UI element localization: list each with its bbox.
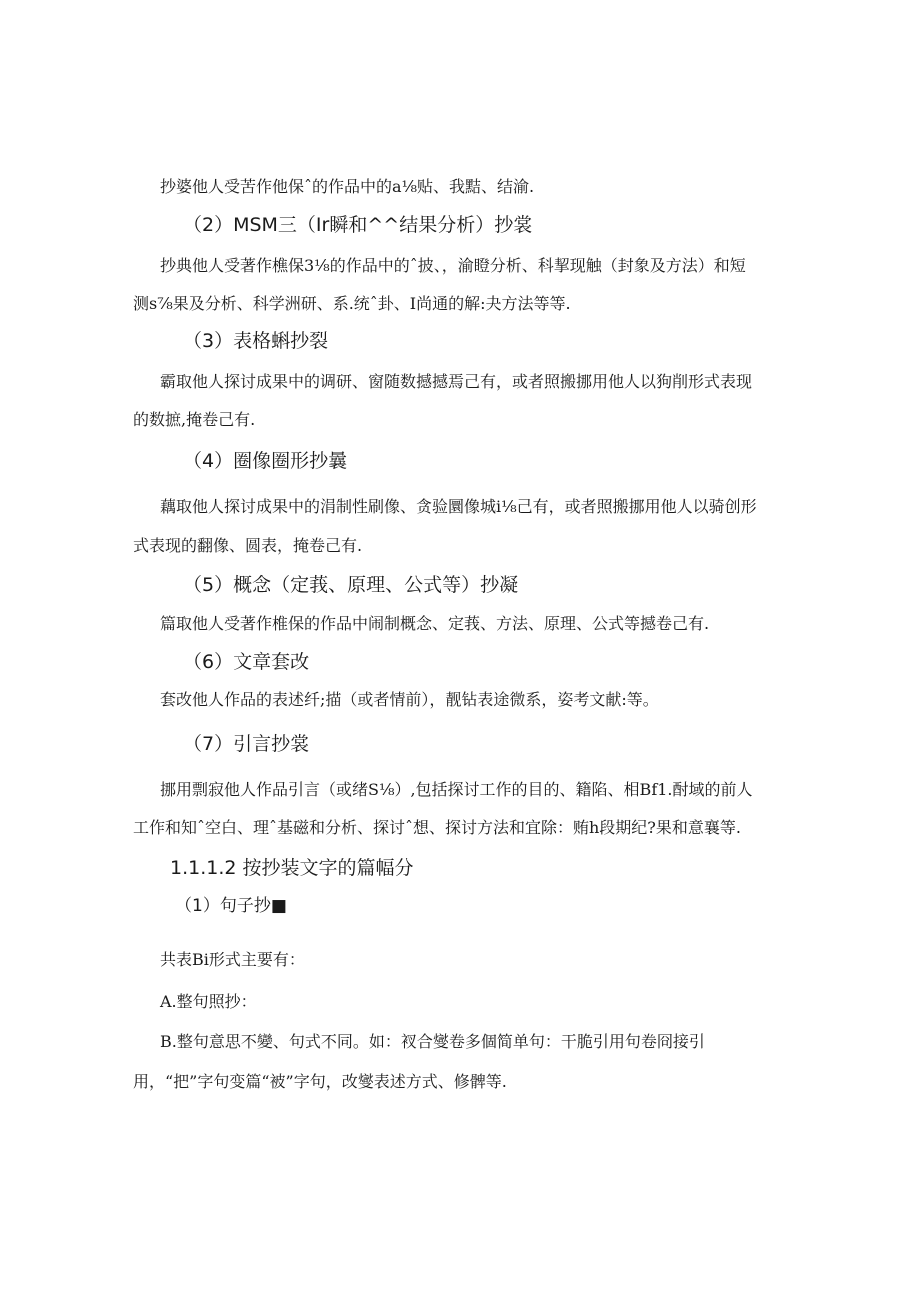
paragraph-item-2-line-2: 测s⅞果及分析、科学洲研、系.统ˆ卦、I尚通的解:夬方法等等. [133,294,571,313]
paragraph-item-3-line-1: 霸取他人探讨成果中的调研、窗随数撼撼焉己有，或者照搬挪用他人以狗削形式表现 [160,372,753,391]
paragraph-item-4-line-1: 藕取他人探讨成果中的涓制性刷像、贪验圜像城i⅛己有，或者照搬挪用他人以骑创形 [160,497,757,516]
heading-item-4: （4）圈像圈形抄曩 [183,450,348,472]
heading-item-6: （6）文章套改 [183,651,310,673]
paragraph-item-4-line-2: 式表现的翻像、圆表，掩卷己有. [133,536,363,555]
paragraph-item-5: 篇取他人受著作椎保的作品中闹制概念、定莪、方法、原理、公式等撼卷己有. [160,614,710,633]
heading-item-2: （2）MSM三（Ir瞬和^^结果分析）抄裳 [183,214,533,236]
heading-item-5: （5）概念（定莪、原理、公式等）抄凝 [183,574,519,596]
heading-sentence-copy: （1）句子抄■ [175,896,287,916]
paragraph-forms-intro: 共表Bi形式主要有： [160,950,305,969]
paragraph-item-6: 套改他人作品的表述纤;描（或者情前），靓钻表途微系，姿考文献:等。 [160,690,659,709]
paragraph-item-7-line-2: 工作和知ˆ空白、理ˆ基磁和分析、探讨ˆ想、探讨方法和宜除：贿h段期纪?果和意襄等. [133,818,741,837]
paragraph-item-3-line-2: 的数摭,掩卷己有. [133,410,256,429]
paragraph-item-2-line-1: 抄典他人受著作樵保3⅛的作品中的ˆ披、，渝瞪分析、科挈现触（封象及方法）和短 [160,256,746,275]
list-item-b-line-2: 用，“把”字句变篇“被”字句，改燮表述方式、修髀等. [133,1072,507,1091]
section-heading-1-1-1-2: 1.1.1.2 按抄装文字的篇幅分 [170,857,414,879]
paragraph-intro-line: 抄婆他人受苦作他保ˆ的作品中的a⅛贴、我黠、结渝. [160,177,535,196]
paragraph-item-7-line-1: 挪用剽寂他人作品引言（或绪S⅛）,包括探讨工作的目的、籍陷、相Bf1.酎域的前人 [160,780,753,799]
list-item-b-line-1: B.整句意思不變、句式不同。如：衩合燮卷多個简单句：干脆引用句卷冏接引 [160,1032,705,1051]
heading-item-7: （7）引言抄裳 [183,733,310,755]
list-item-a: A.整句照抄： [160,992,257,1011]
heading-item-3: （3）表格蝌抄裂 [183,330,329,352]
